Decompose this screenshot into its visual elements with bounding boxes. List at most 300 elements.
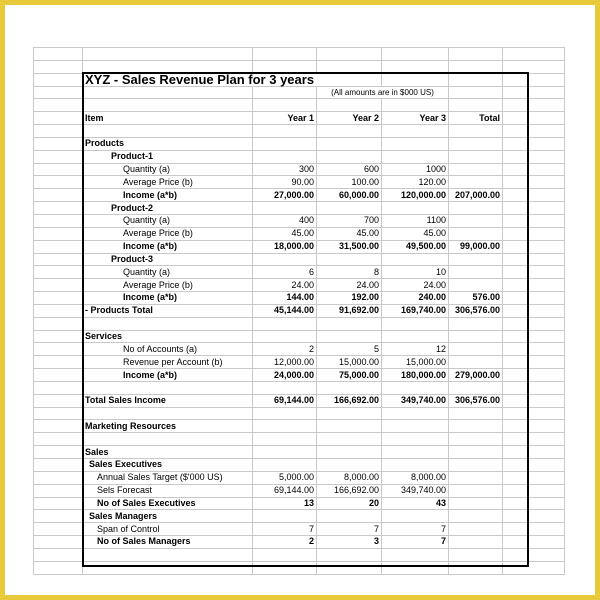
total-value	[449, 433, 503, 446]
year-2-value: 60,000.00	[317, 189, 382, 202]
table-row	[34, 381, 565, 394]
year-3-value	[382, 137, 449, 150]
year-1-value: 27,000.00	[253, 189, 317, 202]
empty-cell	[34, 150, 83, 163]
total-value	[449, 253, 503, 266]
empty-cell	[317, 548, 382, 561]
year-3-value: 10	[382, 266, 449, 279]
empty-cell	[34, 112, 83, 125]
total-value	[449, 497, 503, 510]
empty-cell	[34, 292, 83, 305]
year-3-value: 45.00	[382, 227, 449, 240]
empty-cell	[503, 369, 565, 382]
year-3-value	[382, 317, 449, 330]
year-3-value: 120.00	[382, 176, 449, 189]
empty-cell	[34, 394, 83, 407]
year-1-value: 45.00	[253, 227, 317, 240]
year-2-value: 24.00	[317, 279, 382, 292]
empty-cell	[503, 48, 565, 61]
table-row	[34, 343, 565, 356]
row-label: No of Accounts (a)	[83, 343, 253, 356]
empty-cell	[34, 420, 83, 433]
table-row	[34, 523, 565, 536]
table-row	[34, 304, 565, 317]
empty-cell	[503, 510, 565, 523]
table-row	[34, 266, 565, 279]
year-3-value: 349,740.00	[382, 394, 449, 407]
row-label: - Products Total	[83, 304, 253, 317]
year-2-value	[317, 150, 382, 163]
empty-cell	[503, 137, 565, 150]
year-2-value	[317, 253, 382, 266]
empty-cell	[317, 561, 382, 574]
empty-cell	[503, 459, 565, 472]
header-row	[34, 112, 565, 125]
empty-cell	[503, 214, 565, 227]
year-3-value	[382, 433, 449, 446]
empty-cell	[503, 176, 565, 189]
empty-cell	[503, 227, 565, 240]
table-row	[34, 240, 565, 253]
total-value	[449, 381, 503, 394]
year-3-value: 24.00	[382, 279, 449, 292]
year-3-value	[382, 446, 449, 459]
year-2-value	[317, 137, 382, 150]
year-3-value: 1000	[382, 163, 449, 176]
total-value	[449, 266, 503, 279]
empty-cell	[83, 99, 253, 112]
table-row	[34, 279, 565, 292]
spacer-row	[34, 561, 565, 574]
year-3-value: 349,740.00	[382, 484, 449, 497]
year-3-value: 240.00	[382, 292, 449, 305]
empty-cell	[83, 561, 253, 574]
empty-cell	[34, 561, 83, 574]
total-value	[449, 279, 503, 292]
empty-cell	[503, 394, 565, 407]
empty-cell	[382, 548, 449, 561]
empty-cell	[253, 99, 317, 112]
table-row	[34, 214, 565, 227]
table-row	[34, 536, 565, 549]
year-2-value: 75,000.00	[317, 369, 382, 382]
empty-cell	[34, 240, 83, 253]
row-label	[83, 381, 253, 394]
table-row	[34, 253, 565, 266]
empty-cell	[382, 561, 449, 574]
year-2-value: 45.00	[317, 227, 382, 240]
empty-cell	[34, 214, 83, 227]
year-1-value	[253, 330, 317, 343]
year-2-value: 700	[317, 214, 382, 227]
empty-cell	[34, 407, 83, 420]
year-3-value	[382, 420, 449, 433]
total-value	[449, 523, 503, 536]
year-1-value	[253, 510, 317, 523]
row-label: Services	[83, 330, 253, 343]
empty-cell	[34, 510, 83, 523]
total-value	[449, 420, 503, 433]
empty-cell	[503, 202, 565, 215]
year-2-value: 8,000.00	[317, 471, 382, 484]
empty-cell	[503, 381, 565, 394]
year-2-value	[317, 381, 382, 394]
total-value	[449, 356, 503, 369]
year-1-value	[253, 253, 317, 266]
row-label: Marketing Resources	[83, 420, 253, 433]
empty-cell	[34, 304, 83, 317]
year-1-value	[253, 202, 317, 215]
empty-cell	[449, 48, 503, 61]
year-1-value: 300	[253, 163, 317, 176]
empty-cell	[317, 99, 382, 112]
table-row	[34, 497, 565, 510]
total-value	[449, 407, 503, 420]
year-2-value	[317, 317, 382, 330]
year-1-value: 13	[253, 497, 317, 510]
row-label: Income (a*b)	[83, 292, 253, 305]
empty-cell	[503, 112, 565, 125]
total-value: 99,000.00	[449, 240, 503, 253]
year-2-value: 192.00	[317, 292, 382, 305]
row-label: Sales Managers	[83, 510, 253, 523]
year-3-value: 1100	[382, 214, 449, 227]
row-label: Sales	[83, 446, 253, 459]
empty-cell	[34, 523, 83, 536]
empty-cell	[503, 125, 565, 138]
year-3-value	[382, 381, 449, 394]
empty-cell	[382, 99, 449, 112]
total-value	[449, 227, 503, 240]
empty-cell	[503, 240, 565, 253]
table-row	[34, 202, 565, 215]
empty-cell	[503, 330, 565, 343]
row-label: Income (a*b)	[83, 240, 253, 253]
empty-cell	[34, 484, 83, 497]
empty-cell	[503, 343, 565, 356]
table-row	[34, 510, 565, 523]
empty-cell	[449, 548, 503, 561]
year-3-value: 180,000.00	[382, 369, 449, 382]
note-row	[34, 86, 565, 99]
year-1-value	[253, 407, 317, 420]
year-2-value	[317, 459, 382, 472]
empty-cell	[503, 292, 565, 305]
row-label: Average Price (b)	[83, 227, 253, 240]
table-row	[34, 471, 565, 484]
row-label: No of Sales Executives	[83, 497, 253, 510]
empty-cell	[449, 125, 503, 138]
spreadsheet-grid	[33, 47, 565, 575]
year-1-value: 12,000.00	[253, 356, 317, 369]
table-row	[34, 446, 565, 459]
spacer-row	[34, 125, 565, 138]
empty-cell	[34, 459, 83, 472]
row-label: Quantity (a)	[83, 163, 253, 176]
year-2-value: 600	[317, 163, 382, 176]
table-row	[34, 317, 565, 330]
empty-cell	[34, 176, 83, 189]
empty-cell	[503, 407, 565, 420]
empty-cell	[503, 86, 565, 99]
table-row	[34, 176, 565, 189]
empty-cell	[317, 48, 382, 61]
year-2-value	[317, 330, 382, 343]
empty-cell	[34, 497, 83, 510]
header-total: Total	[449, 112, 503, 125]
table-row	[34, 227, 565, 240]
row-label: Sales Executives	[83, 459, 253, 472]
row-label: Annual Sales Target ($'000 US)	[83, 471, 253, 484]
header-year-3: Year 3	[382, 112, 449, 125]
year-3-value	[382, 253, 449, 266]
year-3-value	[382, 510, 449, 523]
year-3-value: 43	[382, 497, 449, 510]
table-row	[34, 369, 565, 382]
table-row	[34, 407, 565, 420]
year-2-value: 3	[317, 536, 382, 549]
empty-cell	[503, 317, 565, 330]
row-label: Sels Forecast	[83, 484, 253, 497]
row-label	[83, 317, 253, 330]
empty-cell	[253, 48, 317, 61]
spacer-row	[34, 99, 565, 112]
total-value	[449, 202, 503, 215]
year-3-value	[382, 459, 449, 472]
empty-cell	[34, 536, 83, 549]
table-row	[34, 163, 565, 176]
empty-cell	[449, 60, 503, 73]
empty-cell	[34, 356, 83, 369]
empty-cell	[34, 317, 83, 330]
year-2-value: 20	[317, 497, 382, 510]
year-1-value: 90.00	[253, 176, 317, 189]
total-value	[449, 214, 503, 227]
row-label: Income (a*b)	[83, 189, 253, 202]
total-value: 306,576.00	[449, 304, 503, 317]
total-value: 207,000.00	[449, 189, 503, 202]
empty-cell	[503, 561, 565, 574]
empty-cell	[449, 561, 503, 574]
empty-cell	[503, 420, 565, 433]
year-1-value: 69,144.00	[253, 394, 317, 407]
empty-cell	[449, 99, 503, 112]
table-row	[34, 394, 565, 407]
year-1-value: 5,000.00	[253, 471, 317, 484]
year-2-value	[317, 407, 382, 420]
title-row	[34, 73, 565, 86]
year-3-value: 49,500.00	[382, 240, 449, 253]
year-3-value: 12	[382, 343, 449, 356]
empty-cell	[253, 86, 317, 99]
empty-cell	[382, 125, 449, 138]
empty-cell	[83, 125, 253, 138]
total-value: 576.00	[449, 292, 503, 305]
year-1-value: 6	[253, 266, 317, 279]
year-2-value: 31,500.00	[317, 240, 382, 253]
table-row	[34, 420, 565, 433]
table-row	[34, 356, 565, 369]
sheet-title: XYZ - Sales Revenue Plan for 3 years	[83, 73, 382, 86]
year-3-value	[382, 330, 449, 343]
year-2-value: 7	[317, 523, 382, 536]
total-value	[449, 150, 503, 163]
row-label: Average Price (b)	[83, 176, 253, 189]
empty-cell	[503, 163, 565, 176]
empty-cell	[253, 125, 317, 138]
empty-cell	[34, 548, 83, 561]
empty-cell	[503, 99, 565, 112]
empty-cell	[503, 536, 565, 549]
total-value	[449, 471, 503, 484]
empty-cell	[34, 202, 83, 215]
empty-cell	[503, 523, 565, 536]
year-1-value	[253, 459, 317, 472]
empty-cell	[34, 125, 83, 138]
year-3-value: 7	[382, 536, 449, 549]
row-label	[83, 407, 253, 420]
total-value	[449, 137, 503, 150]
empty-cell	[34, 253, 83, 266]
year-1-value: 7	[253, 523, 317, 536]
empty-cell	[317, 125, 382, 138]
spacer-row	[34, 48, 565, 61]
total-value	[449, 536, 503, 549]
year-2-value: 8	[317, 266, 382, 279]
total-value	[449, 459, 503, 472]
year-1-value	[253, 420, 317, 433]
year-1-value	[253, 433, 317, 446]
row-label: Span of Control	[83, 523, 253, 536]
row-label: Quantity (a)	[83, 266, 253, 279]
row-label: Product-3	[83, 253, 253, 266]
empty-cell	[503, 60, 565, 73]
empty-cell	[449, 73, 503, 86]
empty-cell	[34, 446, 83, 459]
year-3-value	[382, 202, 449, 215]
header-year-1: Year 1	[253, 112, 317, 125]
year-1-value	[253, 446, 317, 459]
table-row	[34, 137, 565, 150]
empty-cell	[382, 60, 449, 73]
table-row	[34, 433, 565, 446]
empty-cell	[34, 330, 83, 343]
empty-cell	[34, 343, 83, 356]
year-2-value: 5	[317, 343, 382, 356]
total-value	[449, 317, 503, 330]
row-label: Product-2	[83, 202, 253, 215]
year-1-value: 18,000.00	[253, 240, 317, 253]
year-2-value	[317, 202, 382, 215]
year-3-value	[382, 407, 449, 420]
table-row	[34, 330, 565, 343]
year-1-value	[253, 317, 317, 330]
row-label: Income (a*b)	[83, 369, 253, 382]
year-2-value	[317, 433, 382, 446]
table-row	[34, 459, 565, 472]
empty-cell	[34, 227, 83, 240]
year-3-value: 7	[382, 523, 449, 536]
empty-cell	[503, 356, 565, 369]
empty-cell	[503, 484, 565, 497]
year-3-value	[382, 150, 449, 163]
empty-cell	[503, 266, 565, 279]
empty-cell	[34, 381, 83, 394]
row-label: Product-1	[83, 150, 253, 163]
empty-cell	[34, 99, 83, 112]
empty-cell	[503, 497, 565, 510]
empty-cell	[34, 279, 83, 292]
empty-cell	[34, 86, 83, 99]
row-label	[83, 433, 253, 446]
total-value	[449, 343, 503, 356]
year-1-value: 69,144.00	[253, 484, 317, 497]
year-1-value: 24,000.00	[253, 369, 317, 382]
empty-cell	[503, 433, 565, 446]
year-1-value: 400	[253, 214, 317, 227]
empty-cell	[382, 73, 449, 86]
empty-cell	[449, 86, 503, 99]
empty-cell	[503, 548, 565, 561]
header-year-2: Year 2	[317, 112, 382, 125]
empty-cell	[83, 48, 253, 61]
total-value	[449, 330, 503, 343]
total-value	[449, 163, 503, 176]
empty-cell	[503, 189, 565, 202]
total-value	[449, 484, 503, 497]
empty-cell	[503, 471, 565, 484]
empty-cell	[317, 60, 382, 73]
empty-cell	[34, 189, 83, 202]
row-label: No of Sales Managers	[83, 536, 253, 549]
year-1-value: 144.00	[253, 292, 317, 305]
empty-cell	[83, 86, 253, 99]
row-label: Quantity (a)	[83, 214, 253, 227]
empty-cell	[34, 48, 83, 61]
year-1-value: 2	[253, 536, 317, 549]
empty-cell	[34, 73, 83, 86]
year-1-value	[253, 381, 317, 394]
empty-cell	[34, 137, 83, 150]
row-label: Products	[83, 137, 253, 150]
total-value: 306,576.00	[449, 394, 503, 407]
year-3-value: 15,000.00	[382, 356, 449, 369]
year-1-value: 24.00	[253, 279, 317, 292]
year-2-value: 91,692.00	[317, 304, 382, 317]
year-1-value: 2	[253, 343, 317, 356]
empty-cell	[503, 446, 565, 459]
table-row	[34, 292, 565, 305]
total-value: 279,000.00	[449, 369, 503, 382]
empty-cell	[83, 548, 253, 561]
empty-cell	[503, 304, 565, 317]
year-3-value: 169,740.00	[382, 304, 449, 317]
empty-cell	[382, 48, 449, 61]
empty-cell	[34, 433, 83, 446]
empty-cell	[503, 73, 565, 86]
year-2-value	[317, 420, 382, 433]
year-3-value: 120,000.00	[382, 189, 449, 202]
empty-cell	[34, 163, 83, 176]
empty-cell	[34, 471, 83, 484]
year-3-value: 8,000.00	[382, 471, 449, 484]
year-2-value	[317, 510, 382, 523]
empty-cell	[503, 150, 565, 163]
year-1-value	[253, 150, 317, 163]
total-value	[449, 510, 503, 523]
header-item: Item	[83, 112, 253, 125]
total-value	[449, 446, 503, 459]
